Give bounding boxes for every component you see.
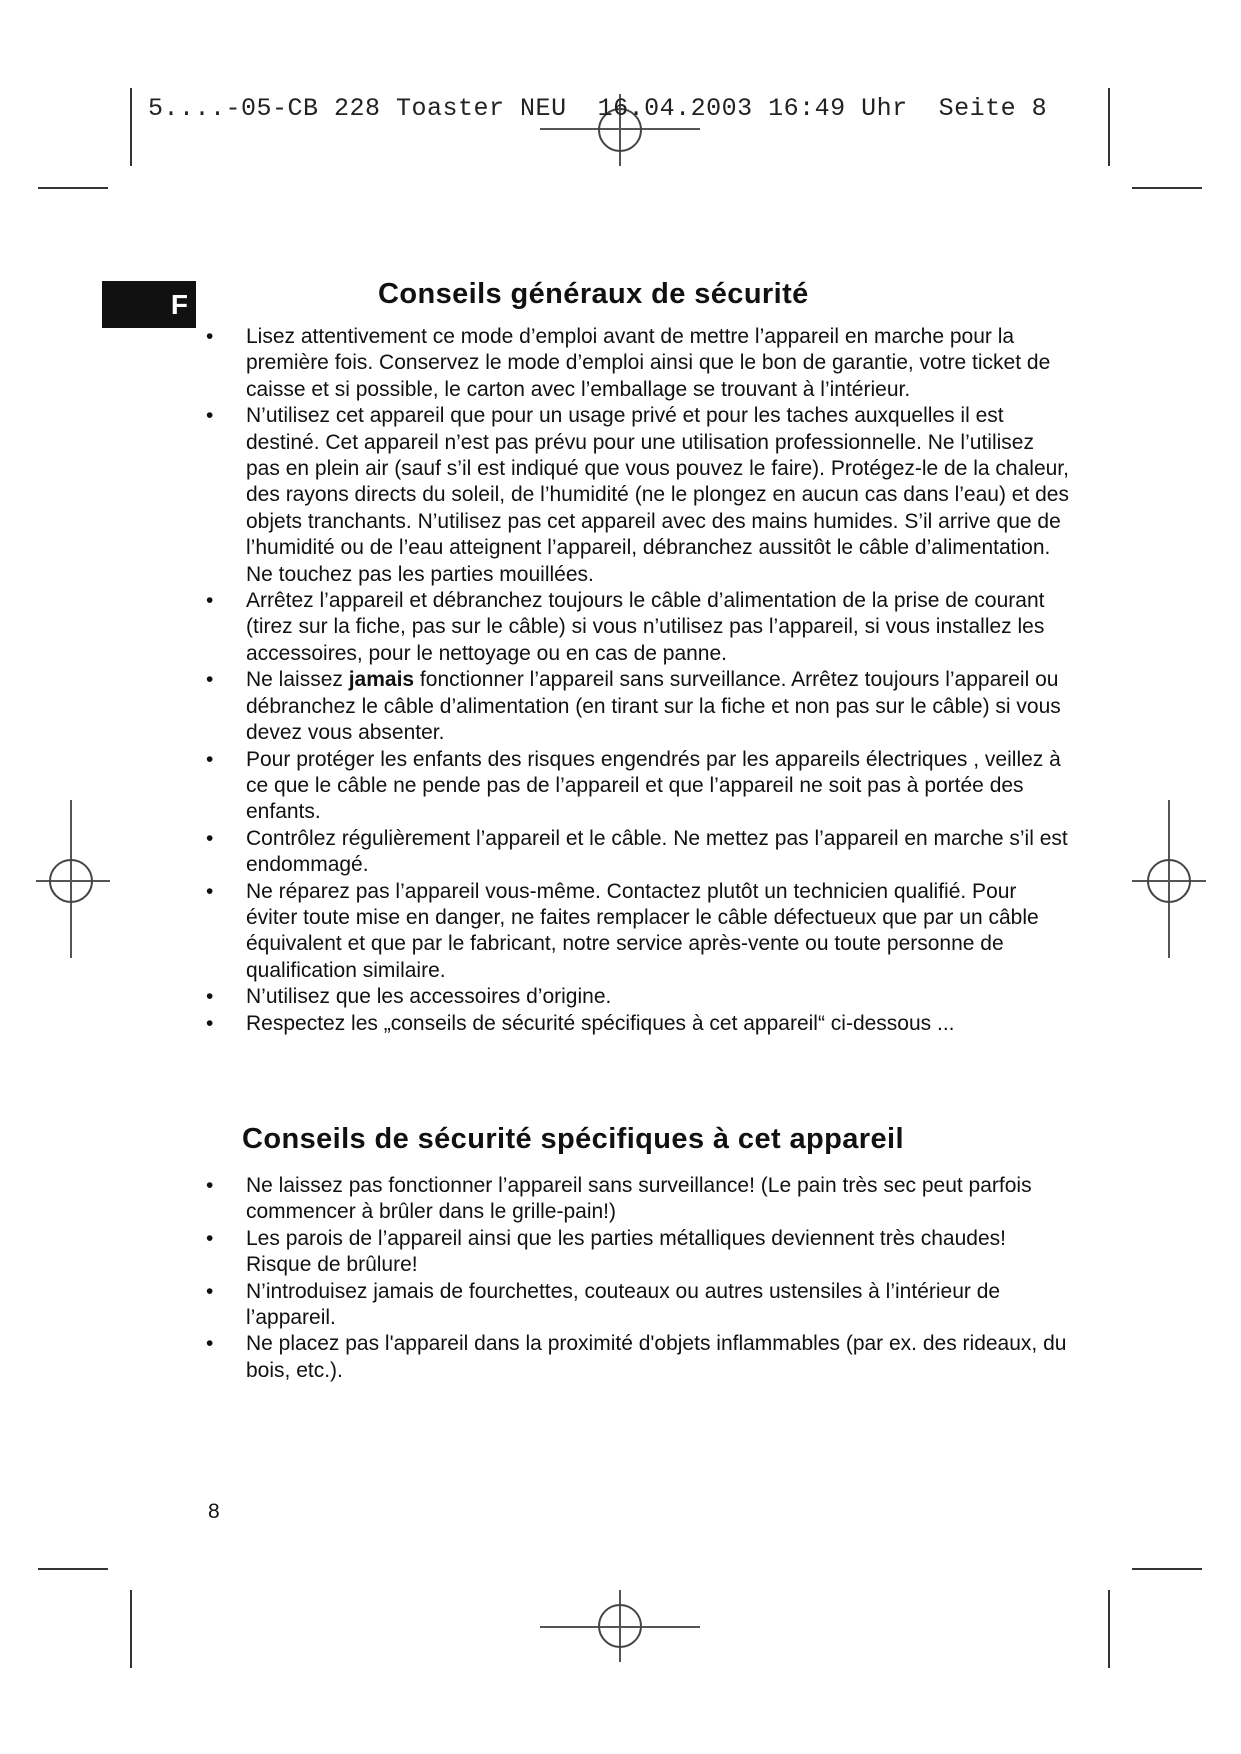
list-item: • Ne laissez pas fonctionner l’appareil sans surveillance! (Le pain très sec peut parfois commencer à brûler dans le grille-pain!) [190,1173,1070,1226]
crop-mark-top-left-h [38,187,108,189]
list-item: • Ne placez pas l'appareil dans la proximité d'objets inflammables (par ex. des rideaux, du bois, etc.). [190,1331,1070,1384]
list-item: • N’introduisez jamais de fourchettes, couteaux ou autres ustensiles à l’intérieur de l’appareil. [190,1279,1070,1332]
emphasis-text: jamais [348,668,415,692]
crop-mark-bottom-right-v [1108,1590,1110,1668]
page-number: 8 [208,1500,220,1523]
general-safety-list [190,324,1070,1037]
crop-mark-top-left-v [130,88,132,166]
section-title-specific: Conseils de sécurité spécifiques à cet appareil [242,1123,904,1155]
list-item: • Arrêtez l’appareil et débranchez toujours le câble d’alimentation de la prise de courant (tirez sur la fiche, pas sur le câble) si vous n’utilisez pas l’appareil, si vous installez les accessoires, pour le nettoyage ou en cas de panne. [190,588,1070,667]
list-item: • Lisez attentivement ce mode d’emploi avant de mettre l’appareil en marche pour la première fois. Conservez le mode d’emploi ainsi que le bon de garantie, votre ticket de caisse et si possible, le carton avec l’emballage se trouvant à l’intérieur. [190,324,1070,403]
list-item: • Pour protéger les enfants des risques engendrés par les appareils électriques , veillez à ce que le câble ne pende pas de l’appareil et que l’appareil ne soit pas à portée des enfants. [190,747,1070,826]
crop-mark-bottom-right-h [1132,1568,1202,1570]
list-item: • Contrôlez régulièrement l’appareil et le câble. Ne mettez pas l’appareil en marche s’il est endommagé. [190,826,1070,879]
section-title-general: Conseils généraux de sécurité [378,278,809,310]
crop-mark-bottom-left-v [130,1590,132,1668]
language-tab: F [102,281,196,328]
list-item: • Les parois de l’appareil ainsi que les parties métalliques deviennent très chaudes! Risque de brûlure! [190,1226,1070,1279]
crop-mark-top-right-v [1108,88,1110,166]
list-item: • Respectez les „conseils de sécurité spécifiques à cet appareil“ ci-dessous ... [190,1011,1070,1037]
list-item: • N’utilisez que les accessoires d’origine. [190,984,1070,1010]
list-item: • Ne réparez pas l’appareil vous-même. Contactez plutôt un technicien qualifié. Pour éviter toute mise en danger, ne faites remplacer le câble défectueux que par un câble équivalent et que par le fabricant, notre service après-vente ou toute personne de qualification similaire. [190,879,1070,985]
specific-safety-list [190,1173,1070,1384]
list-item-text: Ne laissez [246,668,349,692]
list-item [190,667,1070,746]
list-item: • N’utilisez cet appareil que pour un usage privé et pour les taches auxquelles il est destiné. Cet appareil n’est pas prévu pour une utilisation professionnelle. Ne l’utilisez pas en plein air (sauf s’il est indiqué que vous pouvez le faire). Protégez-le de la chaleur, des rayons directs du soleil, de l’humidité (ne le plongez en aucun cas dans l’eau) et des objets tranchants. N’utilisez pas cet appareil avec des mains humides. S’il arrive que de l’humidité ou de l’eau atteignent l’appareil, débranchez aussitôt le câble d’alimentation. Ne touchez pas les parties mouillées. [190,403,1070,588]
crop-mark-bottom-left-h [38,1568,108,1570]
list-item-text: fonctionner l’appareil sans surveillance. Arrêtez toujours l’appareil ou débranchez le câble d’alimentation (en tirant sur la fiche et non pas sur le câble) si vous devez vous absenter. [246,668,1061,745]
crop-mark-top-right-h [1132,187,1202,189]
print-slug: 5....-05-CB 228 Toaster NEU 16.04.2003 16:49 Uhr Seite 8 [148,94,1048,123]
